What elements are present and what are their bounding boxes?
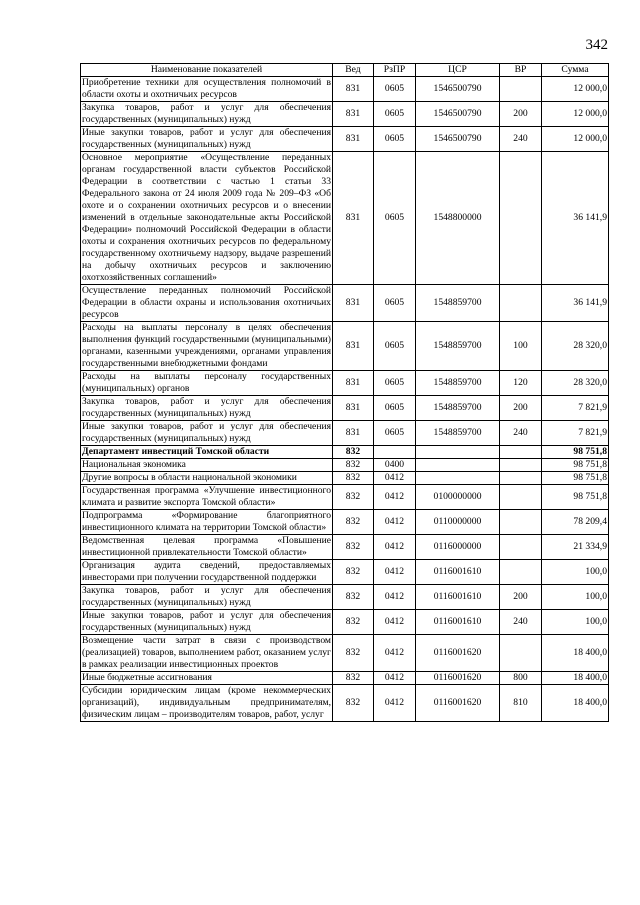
table-row <box>81 285 609 322</box>
row-ved-cell: 831 <box>333 77 374 102</box>
row-ved-cell: 832 <box>333 585 374 610</box>
row-csr-cell: 0116001610 <box>416 585 500 610</box>
row-vr-cell: 200 <box>500 102 542 127</box>
row-ved-cell: 831 <box>333 371 374 396</box>
row-name-cell: Другие вопросы в области национальной экономики <box>81 472 333 485</box>
row-csr-cell: 0116000000 <box>416 535 500 560</box>
row-sum-cell: 18 400,0 <box>542 635 609 672</box>
row-ved-cell: 832 <box>333 510 374 535</box>
row-vr-cell: 200 <box>500 585 542 610</box>
table-row <box>81 472 609 485</box>
row-ved-cell: 832 <box>333 672 374 685</box>
row-ved-cell: 831 <box>333 152 374 285</box>
row-sum-cell: 36 141,9 <box>542 152 609 285</box>
table-row <box>81 510 609 535</box>
table-body <box>81 77 609 722</box>
row-sum-cell: 21 334,9 <box>542 535 609 560</box>
table-row <box>81 322 609 371</box>
row-name-cell: Расходы на выплаты персоналу в целях обеспечения выполнения функций государственными (муниципальными) органами, казенными учреждениями, органами управления государственными внебюджетными фондами <box>82 322 331 369</box>
row-rzpr-cell: 0412 <box>374 585 416 610</box>
row-ved-cell: 832 <box>333 685 374 722</box>
row-sum-cell: 7 821,9 <box>542 421 609 446</box>
table-row <box>81 585 609 610</box>
row-sum-cell: 98 751,8 <box>542 459 609 472</box>
row-sum-cell: 98 751,8 <box>542 472 609 485</box>
row-vr-cell <box>500 472 542 485</box>
row-rzpr-cell <box>374 446 416 459</box>
row-sum-cell: 98 751,8 <box>542 446 609 459</box>
table-row <box>81 396 609 421</box>
row-name-cell: Государственная программа «Улучшение инвестиционного климата и развитие экспорта Томской области» <box>82 485 331 508</box>
table-row <box>81 152 609 285</box>
row-csr-cell: 1548859700 <box>416 371 500 396</box>
row-sum-cell: 12 000,0 <box>542 77 609 102</box>
row-ved-cell: 831 <box>333 421 374 446</box>
row-vr-cell: 120 <box>500 371 542 396</box>
row-ved-cell: 832 <box>333 446 374 459</box>
row-rzpr-cell: 0412 <box>374 560 416 585</box>
table-row <box>81 127 609 152</box>
row-ved-cell: 832 <box>333 459 374 472</box>
column-header-vr: ВР <box>500 64 542 77</box>
row-csr-cell: 0110000000 <box>416 510 500 535</box>
row-name-cell: Расходы на выплаты персоналу государственных (муниципальных) органов <box>82 371 331 394</box>
row-csr-cell: 1548859700 <box>416 285 500 322</box>
row-sum-cell: 98 751,8 <box>542 485 609 510</box>
row-name-cell: Закупка товаров, работ и услуг для обеспечения государственных (муниципальных) нужд <box>82 396 331 419</box>
row-name-cell: Осуществление переданных полномочий Российской Федерации в области охраны и использования охотничьих ресурсов <box>82 285 331 320</box>
row-vr-cell <box>500 485 542 510</box>
table-row <box>81 672 609 685</box>
row-sum-cell: 18 400,0 <box>542 685 609 722</box>
row-csr-cell: 1548859700 <box>416 396 500 421</box>
row-vr-cell: 240 <box>500 127 542 152</box>
row-sum-cell: 78 209,4 <box>542 510 609 535</box>
row-vr-cell: 200 <box>500 396 542 421</box>
row-vr-cell <box>500 152 542 285</box>
row-vr-cell: 810 <box>500 685 542 722</box>
row-rzpr-cell: 0605 <box>374 396 416 421</box>
row-csr-cell <box>416 446 500 459</box>
row-sum-cell: 7 821,9 <box>542 396 609 421</box>
row-sum-cell: 18 400,0 <box>542 672 609 685</box>
row-name-cell: Иные закупки товаров, работ и услуг для обеспечения государственных (муниципальных) нужд <box>82 421 331 444</box>
row-ved-cell: 831 <box>333 396 374 421</box>
row-csr-cell: 1546500790 <box>416 77 500 102</box>
row-rzpr-cell: 0605 <box>374 285 416 322</box>
row-csr-cell: 1548859700 <box>416 322 500 371</box>
row-rzpr-cell: 0412 <box>374 672 416 685</box>
row-rzpr-cell: 0412 <box>374 510 416 535</box>
row-sum-cell: 36 141,9 <box>542 285 609 322</box>
row-csr-cell: 0116001620 <box>416 685 500 722</box>
table-row <box>81 371 609 396</box>
row-ved-cell: 832 <box>333 560 374 585</box>
row-csr-cell: 0116001620 <box>416 635 500 672</box>
row-sum-cell: 12 000,0 <box>542 127 609 152</box>
row-ved-cell: 832 <box>333 535 374 560</box>
row-vr-cell <box>500 510 542 535</box>
row-rzpr-cell: 0412 <box>374 610 416 635</box>
row-csr-cell: 0116001620 <box>416 672 500 685</box>
row-vr-cell <box>500 560 542 585</box>
row-vr-cell <box>500 635 542 672</box>
row-name-cell: Приобретение техники для осуществления полномочий в области охоты и охотничьих ресурсов <box>82 77 331 100</box>
row-sum-cell: 12 000,0 <box>542 102 609 127</box>
table-row <box>81 421 609 446</box>
row-csr-cell: 0116001610 <box>416 560 500 585</box>
row-ved-cell: 832 <box>333 635 374 672</box>
row-rzpr-cell: 0605 <box>374 127 416 152</box>
row-rzpr-cell: 0605 <box>374 322 416 371</box>
table-header-row <box>81 64 609 77</box>
table-row <box>81 446 609 459</box>
row-rzpr-cell: 0412 <box>374 635 416 672</box>
row-ved-cell: 831 <box>333 285 374 322</box>
column-header-csr: ЦСР <box>416 64 500 77</box>
row-name-cell: Иные закупки товаров, работ и услуг для обеспечения государственных (муниципальных) нужд <box>82 127 331 150</box>
row-rzpr-cell: 0400 <box>374 459 416 472</box>
row-name-cell: Организация аудита сведений, предоставляемых инвесторами при получении государственной поддержки <box>82 560 331 583</box>
row-rzpr-cell: 0605 <box>374 77 416 102</box>
row-vr-cell <box>500 535 542 560</box>
row-rzpr-cell: 0605 <box>374 102 416 127</box>
row-name-cell: Иные закупки товаров, работ и услуг для обеспечения государственных (муниципальных) нужд <box>82 610 331 633</box>
table-row <box>81 560 609 585</box>
row-vr-cell <box>500 77 542 102</box>
table-row <box>81 102 609 127</box>
column-header-sum: Сумма <box>542 64 609 77</box>
row-vr-cell: 240 <box>500 421 542 446</box>
row-name-cell: Основное мероприятие «Осуществление переданных органам государственной власти субъектов Российской Федерации в соответствии с частью 1 статьи 33 Федерального закона от 24 июля 2009 года № 209–ФЗ «Об охоте и о сохранении охотничьих ресурсов и о внесении изменений в отдельные законодательные акты Российской Федерации» полномочий Российской Федерации в области охоты и сохранения охотничьих ресурсов по федеральному государственному охотничьему надзору, выдаче разрешений на добычу охотничьих ресурсов и заключению охотхозяйственных соглашений» <box>82 152 331 283</box>
column-header-ved: Вед <box>333 64 374 77</box>
budget-table <box>80 63 609 722</box>
row-rzpr-cell: 0605 <box>374 421 416 446</box>
row-ved-cell: 831 <box>333 102 374 127</box>
row-ved-cell: 832 <box>333 472 374 485</box>
row-csr-cell: 1548859700 <box>416 421 500 446</box>
row-vr-cell: 240 <box>500 610 542 635</box>
table-row <box>81 635 609 672</box>
row-name-cell: Иные бюджетные ассигнования <box>81 672 333 685</box>
row-vr-cell <box>500 459 542 472</box>
page-number: 342 <box>585 37 608 53</box>
row-ved-cell: 831 <box>333 127 374 152</box>
row-name-cell: Национальная экономика <box>81 459 333 472</box>
row-ved-cell: 832 <box>333 485 374 510</box>
row-name-cell: Департамент инвестиций Томской области <box>81 446 333 459</box>
row-name-cell: Субсидии юридическим лицам (кроме некоммерческих организаций), индивидуальным предпринимателям, физическим лицам – производителям товаров, работ, услуг <box>82 685 331 720</box>
row-csr-cell: 0116001610 <box>416 610 500 635</box>
column-header-rzpr: РзПР <box>374 64 416 77</box>
row-name-cell: Закупка товаров, работ и услуг для обеспечения государственных (муниципальных) нужд <box>82 102 331 125</box>
row-vr-cell: 800 <box>500 672 542 685</box>
row-sum-cell: 100,0 <box>542 585 609 610</box>
row-sum-cell: 100,0 <box>542 610 609 635</box>
row-ved-cell: 832 <box>333 610 374 635</box>
row-ved-cell: 831 <box>333 322 374 371</box>
row-rzpr-cell: 0412 <box>374 485 416 510</box>
column-header-name: Наименование показателей <box>81 64 333 77</box>
row-rzpr-cell: 0412 <box>374 535 416 560</box>
table-row <box>81 77 609 102</box>
row-vr-cell <box>500 285 542 322</box>
table-row <box>81 485 609 510</box>
row-csr-cell <box>416 472 500 485</box>
row-name-cell: Закупка товаров, работ и услуг для обеспечения государственных (муниципальных) нужд <box>82 585 331 608</box>
row-rzpr-cell: 0412 <box>374 685 416 722</box>
row-name-cell: Ведомственная целевая программа «Повышение инвестиционной привлекательности Томской области» <box>82 535 331 558</box>
row-csr-cell <box>416 459 500 472</box>
row-csr-cell: 1546500790 <box>416 127 500 152</box>
row-csr-cell: 0100000000 <box>416 485 500 510</box>
row-rzpr-cell: 0605 <box>374 371 416 396</box>
row-rzpr-cell: 0412 <box>374 472 416 485</box>
table-row <box>81 535 609 560</box>
row-sum-cell: 28 320,0 <box>542 371 609 396</box>
row-csr-cell: 1546500790 <box>416 102 500 127</box>
row-rzpr-cell: 0605 <box>374 152 416 285</box>
table-row <box>81 459 609 472</box>
row-csr-cell: 1548800000 <box>416 152 500 285</box>
row-sum-cell: 28 320,0 <box>542 322 609 371</box>
row-vr-cell <box>500 446 542 459</box>
row-vr-cell: 100 <box>500 322 542 371</box>
table-row <box>81 685 609 722</box>
table-row <box>81 610 609 635</box>
row-name-cell: Подпрограмма «Формирование благоприятного инвестиционного климата на территории Томской области» <box>82 510 331 533</box>
row-sum-cell: 100,0 <box>542 560 609 585</box>
row-name-cell: Возмещение части затрат в связи с производством (реализацией) товаров, выполнением работ, оказанием услуг в рамках реализации инвестиционных проектов <box>82 635 331 670</box>
